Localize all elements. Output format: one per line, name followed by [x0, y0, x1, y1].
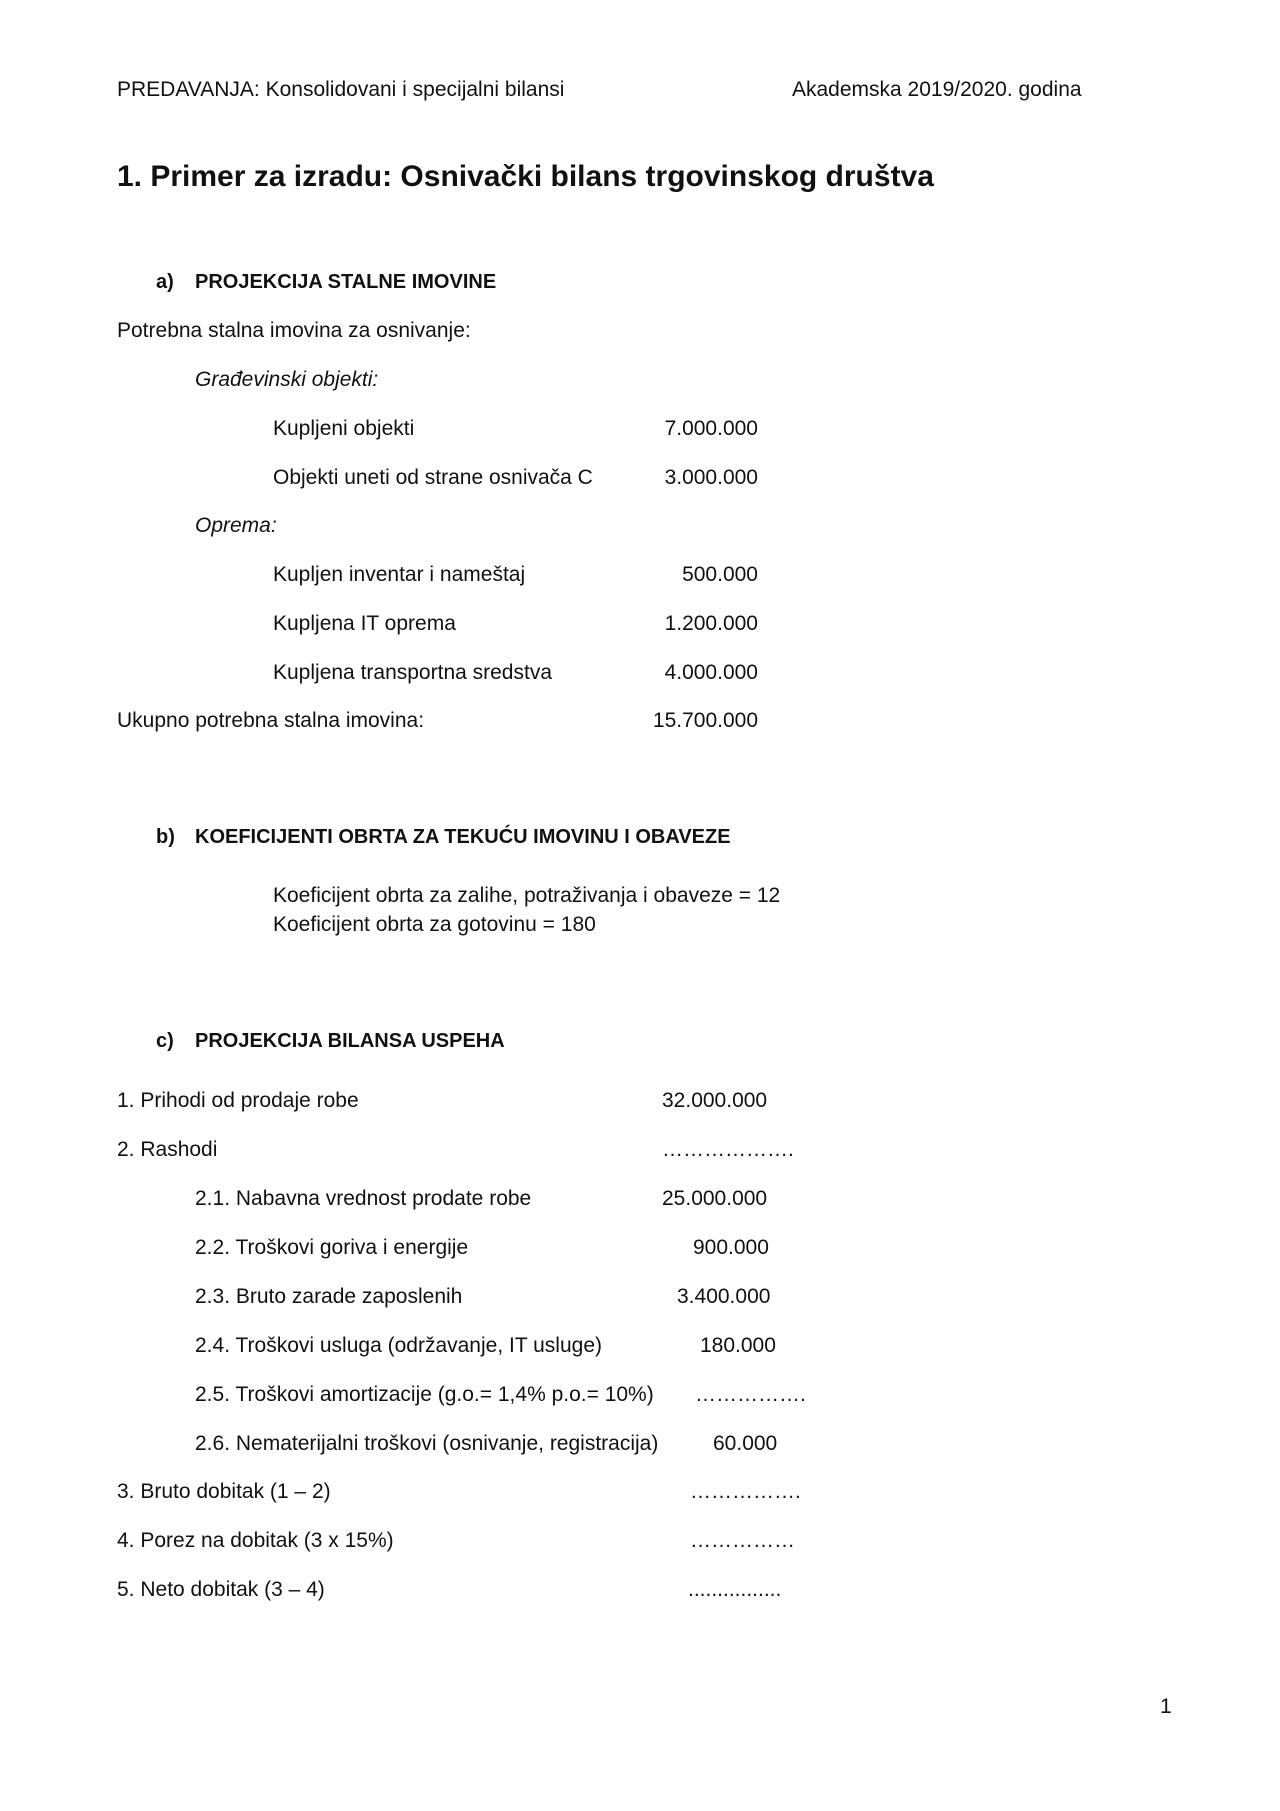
- asset-item-value: 500.000: [682, 563, 758, 586]
- income-row-label: 5. Neto dobitak (3 – 4): [117, 1578, 325, 1601]
- coefficient-line: Koeficijent obrta za gotovinu = 180: [273, 913, 596, 936]
- section-a-heading: PROJEKCIJA STALNE IMOVINE: [195, 271, 497, 293]
- expense-row-label: 2.4. Troškovi usluga (održavanje, IT usluge): [195, 1334, 602, 1357]
- asset-item-label: Kupljen inventar i nameštaj: [273, 563, 526, 586]
- section-a-intro: Potrebna stalna imovina za osnivanje:: [117, 319, 471, 342]
- section-c-heading: PROJEKCIJA BILANSA USPEHA: [195, 1030, 505, 1052]
- page-number: 1: [1160, 1695, 1172, 1718]
- coefficient-line: Koeficijent obrta za zalihe, potraživanja i obaveze = 12: [273, 884, 781, 907]
- income-row-value: …………….: [690, 1480, 801, 1503]
- income-row-value: ................: [688, 1578, 782, 1601]
- expense-row-value: …………….: [695, 1383, 806, 1406]
- expense-row-label: 2.2. Troškovi goriva i energije: [195, 1236, 469, 1259]
- income-row-value: ……………….: [662, 1138, 794, 1161]
- section-a-letter: a): [156, 271, 174, 293]
- asset-item-value: 3.000.000: [664, 466, 758, 489]
- expense-row-value: 900.000: [693, 1236, 769, 1259]
- asset-item-value: 7.000.000: [664, 417, 758, 440]
- asset-item-value: 4.000.000: [664, 661, 758, 684]
- expense-row-value: 25.000.000: [662, 1187, 768, 1210]
- expense-row-label: 2.5. Troškovi amortizacije (g.o.= 1,4% p.o.= 10%): [195, 1383, 654, 1406]
- header-right: Akademska 2019/2020. godina: [792, 78, 1082, 101]
- income-row-label: 4. Porez na dobitak (3 x 15%): [117, 1529, 394, 1552]
- income-row-label: 2. Rashodi: [117, 1138, 218, 1161]
- income-row-value: ……………: [690, 1529, 795, 1552]
- income-row-label: 1. Prihodi od prodaje robe: [117, 1089, 359, 1112]
- section-c-letter: c): [156, 1030, 174, 1052]
- group-buildings-label: Građevinski objekti:: [195, 368, 379, 391]
- asset-item-label: Kupljeni objekti: [273, 417, 415, 440]
- total-assets-label: Ukupno potrebna stalna imovina:: [117, 709, 425, 732]
- header-left: PREDAVANJA: Konsolidovani i specijalni bilansi: [117, 78, 565, 101]
- group-equipment-label: Oprema:: [195, 514, 277, 537]
- asset-item-label: Kupljena transportna sredstva: [273, 661, 552, 684]
- expense-row-value: 180.000: [700, 1334, 776, 1357]
- asset-item-value: 1.200.000: [664, 612, 758, 635]
- income-row-label: 3. Bruto dobitak (1 – 2): [117, 1480, 331, 1503]
- expense-row-value: 60.000: [713, 1432, 778, 1455]
- expense-row-value: 3.400.000: [677, 1285, 771, 1308]
- page-title: 1. Primer za izradu: Osnivački bilans trgovinskog društva: [117, 160, 934, 193]
- asset-item-label: Objekti uneti od strane osnivača C: [273, 466, 593, 489]
- total-assets-value: 15.700.000: [652, 709, 758, 732]
- section-b-heading: KOEFICIJENTI OBRTA ZA TEKUĆU IMOVINU I OBAVEZE: [195, 826, 731, 848]
- asset-item-label: Kupljena IT oprema: [273, 612, 456, 635]
- expense-row-label: 2.6. Nematerijalni troškovi (osnivanje, registracija): [195, 1432, 659, 1455]
- expense-row-label: 2.3. Bruto zarade zaposlenih: [195, 1285, 463, 1308]
- income-row-value: 32.000.000: [662, 1089, 768, 1112]
- expense-row-label: 2.1. Nabavna vrednost prodate robe: [195, 1187, 532, 1210]
- section-b-letter: b): [156, 826, 175, 848]
